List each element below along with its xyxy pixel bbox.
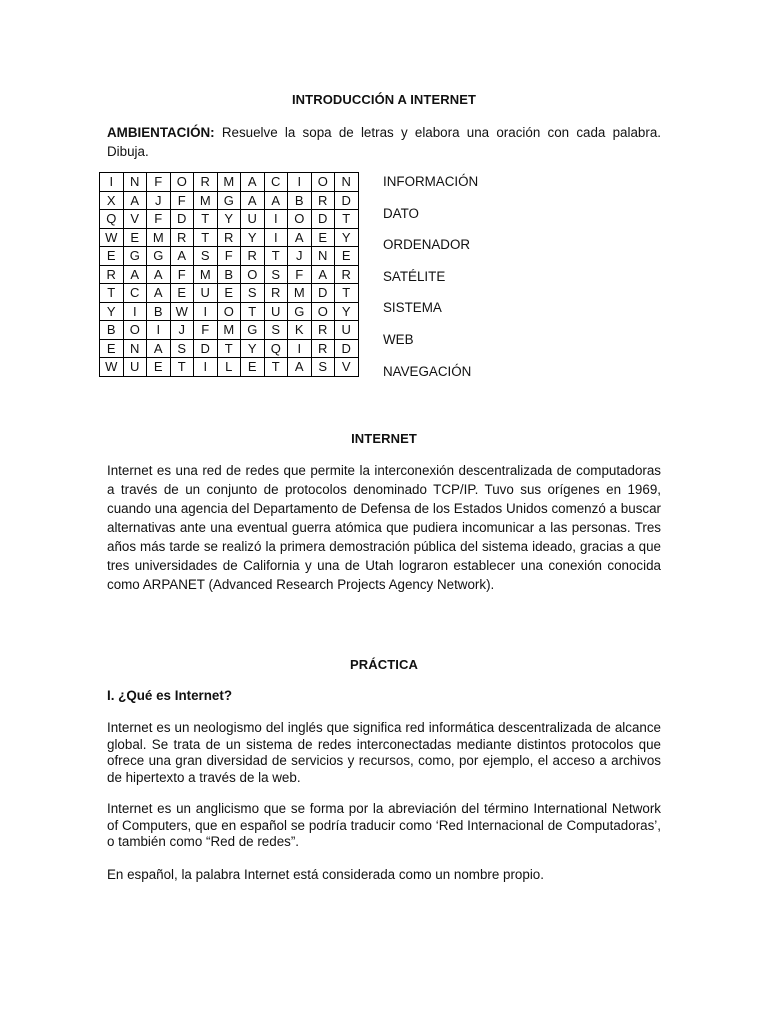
grid-row: [100, 358, 359, 377]
grid-cell: I: [288, 339, 312, 358]
grid-cell: D: [194, 339, 218, 358]
grid-cell: S: [170, 339, 194, 358]
grid-cell: T: [264, 247, 288, 266]
grid-cell: M: [217, 173, 241, 192]
grid-row: [100, 265, 359, 284]
grid-cell: G: [217, 191, 241, 210]
grid-cell: Y: [335, 302, 359, 321]
grid-cell: E: [335, 247, 359, 266]
ambientacion-paragraph: [107, 123, 661, 161]
grid-cell: A: [264, 191, 288, 210]
grid-cell: D: [311, 210, 335, 229]
grid-cell: S: [264, 321, 288, 340]
word-list-item: INFORMACIÓN: [383, 174, 479, 189]
grid-cell: R: [100, 265, 124, 284]
word-search-grid: [99, 172, 359, 377]
grid-cell: M: [147, 228, 171, 247]
grid-cell: A: [123, 191, 147, 210]
grid-cell: T: [241, 302, 265, 321]
grid-cell: E: [311, 228, 335, 247]
grid-cell: U: [123, 358, 147, 377]
grid-cell: R: [264, 284, 288, 303]
grid-cell: N: [123, 173, 147, 192]
grid-cell: G: [147, 247, 171, 266]
grid-row: [100, 210, 359, 229]
grid-cell: M: [194, 191, 218, 210]
grid-cell: F: [147, 173, 171, 192]
grid-cell: J: [170, 321, 194, 340]
grid-cell: W: [170, 302, 194, 321]
grid-cell: D: [335, 339, 359, 358]
grid-cell: A: [288, 358, 312, 377]
grid-cell: C: [264, 173, 288, 192]
grid-cell: R: [217, 228, 241, 247]
grid-cell: V: [335, 358, 359, 377]
grid-cell: C: [123, 284, 147, 303]
grid-cell: T: [170, 358, 194, 377]
grid-cell: T: [335, 284, 359, 303]
answer-paragraph-1: Internet es un neologismo del inglés que significa red informática descentralizada de alcance global. Se trata de un sistema de redes interconectadas mediante distintos protocolos que ofrece una gran diversidad de servicios y recursos, como, por ejemplo, el acceso a archivos de hipertexto a través de la web.: [107, 720, 661, 785]
grid-cell: B: [288, 191, 312, 210]
grid-cell: J: [288, 247, 312, 266]
grid-cell: A: [311, 265, 335, 284]
grid-cell: O: [241, 265, 265, 284]
grid-cell: Y: [217, 210, 241, 229]
grid-cell: O: [170, 173, 194, 192]
answer-paragraph-2: Internet es un anglicismo que se forma por la abreviación del término International Network of Computers, que en español se podría traducir como ‘Red Internacional de Computadoras’, o también como “Red de redes”.: [107, 801, 661, 849]
question-1: I. ¿Qué es Internet?: [107, 688, 233, 703]
grid-cell: S: [311, 358, 335, 377]
grid-cell: G: [123, 247, 147, 266]
grid-row: [100, 339, 359, 358]
grid-cell: W: [100, 228, 124, 247]
grid-cell: D: [335, 191, 359, 210]
grid-row: [100, 284, 359, 303]
practica-heading: PRÁCTICA: [350, 657, 418, 672]
grid-cell: E: [147, 358, 171, 377]
grid-cell: I: [194, 302, 218, 321]
grid-cell: E: [217, 284, 241, 303]
grid-row: [100, 321, 359, 340]
word-list-item: ORDENADOR: [383, 237, 471, 253]
grid-row: [100, 247, 359, 266]
grid-cell: Q: [264, 339, 288, 358]
grid-cell: D: [311, 284, 335, 303]
ambientacion-label: AMBIENTACIÓN:: [107, 125, 215, 140]
internet-heading: INTERNET: [351, 431, 417, 446]
grid-cell: S: [194, 247, 218, 266]
grid-cell: T: [194, 228, 218, 247]
grid-cell: L: [217, 358, 241, 377]
grid-cell: Y: [241, 339, 265, 358]
grid-cell: N: [335, 173, 359, 192]
grid-cell: I: [123, 302, 147, 321]
grid-cell: E: [100, 339, 124, 358]
grid-cell: U: [194, 284, 218, 303]
grid-cell: V: [123, 210, 147, 229]
grid-cell: B: [100, 321, 124, 340]
grid-row: [100, 191, 359, 210]
grid-cell: Y: [100, 302, 124, 321]
grid-cell: M: [217, 321, 241, 340]
page-title: INTRODUCCIÓN A INTERNET: [291, 92, 477, 107]
grid-cell: N: [311, 247, 335, 266]
grid-cell: B: [217, 265, 241, 284]
grid-cell: D: [170, 210, 194, 229]
grid-cell: I: [194, 358, 218, 377]
grid-cell: R: [335, 265, 359, 284]
grid-cell: A: [241, 191, 265, 210]
grid-cell: A: [288, 228, 312, 247]
grid-cell: Y: [335, 228, 359, 247]
word-list: [383, 172, 478, 393]
internet-paragraph: Internet es una red de redes que permite la interconexión descentralizada de computadoras a través de un conjunto de protocolos denominado TCP/IP. Tuvo sus orígenes en 1969, cuando una agencia del Departamento de Defensa de los Estados Unidos comenzó a buscar alternativas ante una eventual guerra atómica que pudiera incomunicar a las personas. Tres años más tarde se realizó la primera demostración pública del sistema ideado, gracias a que tres universidades de California y una de Utah lograron establecer una conexión conocida como ARPANET (Advanced Research Projects Agency Network).: [107, 463, 661, 592]
grid-cell: B: [147, 302, 171, 321]
grid-cell: M: [288, 284, 312, 303]
grid-cell: W: [100, 358, 124, 377]
word-list-item: WEB: [383, 331, 414, 347]
grid-row: [100, 173, 359, 192]
grid-cell: A: [123, 265, 147, 284]
grid-cell: E: [170, 284, 194, 303]
grid-cell: F: [217, 247, 241, 266]
grid-cell: O: [217, 302, 241, 321]
grid-cell: E: [100, 247, 124, 266]
grid-cell: A: [170, 247, 194, 266]
grid-cell: S: [264, 265, 288, 284]
word-list-item: DATO: [383, 205, 419, 221]
grid-cell: O: [311, 173, 335, 192]
grid-cell: F: [170, 191, 194, 210]
ambientacion-text: Resuelve la sopa de letras y elabora una oración con cada palabra. Dibuja.: [107, 125, 661, 159]
grid-cell: F: [170, 265, 194, 284]
grid-cell: A: [147, 265, 171, 284]
grid-cell: R: [311, 321, 335, 340]
grid-cell: E: [241, 358, 265, 377]
grid-cell: O: [288, 210, 312, 229]
grid-cell: O: [311, 302, 335, 321]
word-list-item: SATÉLITE: [383, 268, 446, 284]
grid-cell: I: [264, 210, 288, 229]
grid-cell: R: [241, 247, 265, 266]
grid-cell: A: [147, 339, 171, 358]
grid-cell: A: [241, 173, 265, 192]
word-list-item: NAVEGACIÓN: [383, 363, 472, 379]
grid-row: [100, 302, 359, 321]
word-list-item: SISTEMA: [383, 300, 442, 316]
grid-cell: T: [264, 358, 288, 377]
grid-cell: I: [264, 228, 288, 247]
grid-cell: T: [335, 210, 359, 229]
grid-cell: R: [311, 339, 335, 358]
grid-cell: T: [100, 284, 124, 303]
grid-cell: Q: [100, 210, 124, 229]
grid-cell: X: [100, 191, 124, 210]
grid-cell: F: [147, 210, 171, 229]
grid-cell: R: [170, 228, 194, 247]
grid-cell: T: [194, 210, 218, 229]
grid-cell: R: [311, 191, 335, 210]
grid-cell: F: [288, 265, 312, 284]
grid-cell: J: [147, 191, 171, 210]
grid-cell: E: [123, 228, 147, 247]
grid-cell: U: [335, 321, 359, 340]
grid-row: [100, 228, 359, 247]
grid-cell: S: [241, 284, 265, 303]
grid-cell: R: [194, 173, 218, 192]
grid-cell: M: [194, 265, 218, 284]
grid-cell: O: [123, 321, 147, 340]
grid-cell: I: [100, 173, 124, 192]
grid-cell: U: [264, 302, 288, 321]
grid-cell: G: [241, 321, 265, 340]
grid-cell: G: [288, 302, 312, 321]
grid-cell: K: [288, 321, 312, 340]
answer-paragraph-3: En español, la palabra Internet está considerada como un nombre propio.: [107, 867, 544, 882]
grid-cell: F: [194, 321, 218, 340]
grid-cell: Y: [241, 228, 265, 247]
grid-cell: I: [147, 321, 171, 340]
grid-cell: A: [147, 284, 171, 303]
grid-cell: N: [123, 339, 147, 358]
grid-cell: T: [217, 339, 241, 358]
grid-cell: I: [288, 173, 312, 192]
grid-cell: U: [241, 210, 265, 229]
